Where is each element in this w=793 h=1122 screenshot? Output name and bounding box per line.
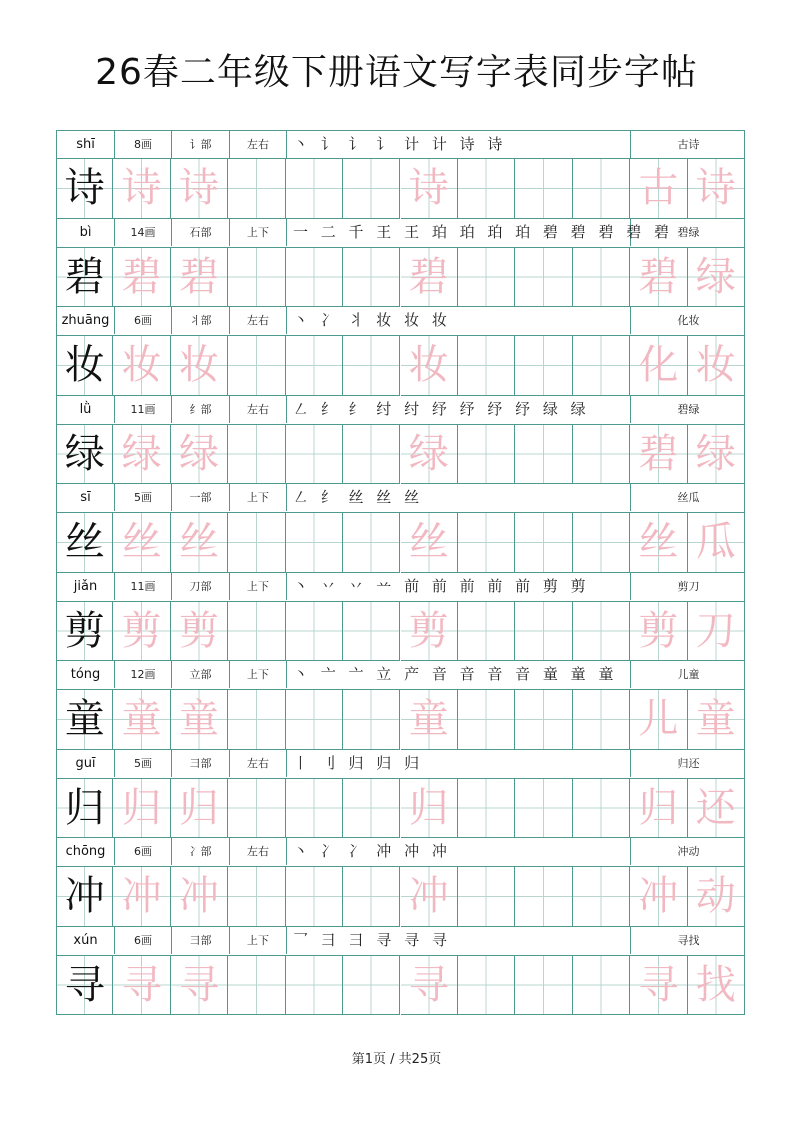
writing-boxes: [56, 248, 745, 308]
writing-box[interactable]: [458, 690, 515, 750]
writing-box[interactable]: [458, 248, 515, 308]
writing-box[interactable]: [458, 513, 515, 573]
writing-box[interactable]: [573, 425, 630, 485]
character-entry: [56, 219, 745, 308]
stroke-sequence: 丨 刂 归 归 归: [287, 750, 631, 777]
trace-word-character: 剪: [638, 607, 679, 654]
stroke-sequence: ㇜ 纟 纟 纣 纣 纾 纾 纾 纾 绿 绿: [287, 396, 631, 423]
structure-label: 左右: [230, 750, 287, 777]
info-row: [56, 396, 745, 425]
stroke-sequence: ㇜ 纟 丝 丝 丝: [287, 484, 631, 511]
writing-box[interactable]: [573, 336, 630, 396]
writing-box[interactable]: [515, 336, 572, 396]
writing-boxes: [56, 336, 745, 396]
character-entry: [56, 750, 745, 839]
info-row: [56, 219, 745, 248]
writing-box[interactable]: [458, 336, 515, 396]
trace-word-character: 绿: [695, 430, 736, 477]
writing-box[interactable]: [573, 602, 630, 662]
writing-box[interactable]: [688, 867, 745, 927]
example-word: 碧绿: [677, 225, 700, 239]
writing-box[interactable]: [171, 602, 228, 662]
writing-box[interactable]: [286, 159, 343, 219]
pinyin-label: tóng: [57, 661, 115, 688]
writing-box[interactable]: [630, 513, 687, 573]
trace-word-character: 还: [695, 784, 736, 831]
stroke-sequence: 丶 讠 讠 讠 计 计 诗 诗: [287, 131, 631, 158]
writing-box[interactable]: [171, 867, 228, 927]
writing-box[interactable]: [171, 956, 228, 1016]
writing-box[interactable]: [343, 248, 400, 308]
model-character: 童: [64, 696, 105, 742]
writing-box[interactable]: [171, 513, 228, 573]
stroke-count: 6画: [115, 307, 172, 334]
trace-character: 寻: [179, 961, 220, 1008]
radical-label: 冫部: [172, 838, 230, 865]
trace-character: 诗: [408, 165, 449, 211]
trace-character: 归: [179, 784, 220, 831]
writing-box[interactable]: [688, 779, 745, 839]
writing-box[interactable]: [630, 779, 687, 839]
writing-boxes: [56, 513, 745, 573]
writing-box[interactable]: [56, 956, 113, 1016]
writing-box[interactable]: [515, 602, 572, 662]
writing-box[interactable]: [630, 690, 687, 750]
trace-character: 绿: [179, 430, 220, 477]
writing-box[interactable]: [56, 159, 113, 219]
writing-box[interactable]: [228, 956, 285, 1016]
radical-label: 石部: [172, 219, 230, 246]
trace-character: 丝: [408, 519, 449, 565]
trace-character: 丝: [179, 519, 220, 565]
character-entry: [56, 130, 745, 219]
trace-word-character: 刀: [695, 607, 736, 654]
trace-word-character: 归: [638, 784, 679, 831]
example-word: 寻找: [677, 933, 700, 947]
writing-box[interactable]: [630, 336, 687, 396]
trace-character: 剪: [408, 607, 449, 654]
writing-box[interactable]: [458, 425, 515, 485]
writing-box[interactable]: [458, 159, 515, 219]
trace-word-character: 绿: [695, 253, 736, 300]
trace-character: 童: [121, 696, 162, 742]
trace-word-character: 丝: [638, 519, 679, 565]
trace-word-character: 碧: [638, 253, 679, 300]
writing-box[interactable]: [515, 779, 572, 839]
writing-box[interactable]: [515, 513, 572, 573]
writing-box[interactable]: [113, 513, 170, 573]
writing-box[interactable]: [688, 248, 745, 308]
page-title: 26春二年级下册语文写字表同步字帖: [95, 52, 698, 93]
writing-box[interactable]: [458, 867, 515, 927]
info-row: [56, 484, 745, 513]
trace-character: 寻: [408, 961, 449, 1008]
character-entry: [56, 484, 745, 573]
trace-character: 童: [408, 696, 449, 742]
info-row: [56, 927, 745, 956]
example-word: 剪刀: [677, 579, 700, 593]
example-word: 化妆: [677, 314, 700, 327]
trace-word-character: 寻: [638, 961, 679, 1008]
trace-word-character: 瓜: [695, 519, 736, 565]
structure-label: 左右: [230, 838, 287, 865]
writing-box[interactable]: [573, 159, 630, 219]
writing-box[interactable]: [515, 159, 572, 219]
character-entry: [56, 396, 745, 485]
structure-label: 上下: [230, 661, 287, 688]
trace-character: 诗: [179, 165, 220, 211]
writing-box[interactable]: [688, 602, 745, 662]
writing-box[interactable]: [573, 867, 630, 927]
writing-boxes: [56, 956, 745, 1016]
model-character: 寻: [64, 961, 105, 1008]
trace-word-character: 找: [695, 961, 736, 1008]
practice-grid: [56, 130, 745, 1015]
writing-box[interactable]: [56, 336, 113, 396]
stroke-sequence: 一 二 千 王 王 珀 珀 珀 珀 碧 碧 碧 碧 碧: [287, 219, 631, 246]
example-word: 儿童: [677, 668, 700, 681]
character-entry: [56, 573, 745, 662]
writing-box[interactable]: [515, 248, 572, 308]
writing-box[interactable]: [573, 779, 630, 839]
stroke-sequence: 乛 ⺕ 彐 寻 寻 寻: [287, 927, 631, 954]
character-entry: [56, 927, 745, 1016]
writing-box[interactable]: [688, 159, 745, 219]
writing-box[interactable]: [401, 602, 458, 662]
writing-box[interactable]: [286, 336, 343, 396]
trace-character: 冲: [408, 873, 449, 919]
info-row: [56, 307, 745, 336]
radical-label: 一部: [172, 484, 230, 511]
writing-box[interactable]: [228, 690, 285, 750]
trace-word-character: 妆: [695, 342, 736, 388]
example-word: 冲动: [677, 845, 700, 858]
writing-box[interactable]: [401, 867, 458, 927]
writing-box[interactable]: [286, 248, 343, 308]
structure-label: 左右: [230, 307, 287, 334]
writing-box[interactable]: [573, 513, 630, 573]
stroke-count: 6画: [115, 927, 172, 954]
writing-box[interactable]: [515, 867, 572, 927]
writing-box[interactable]: [401, 159, 458, 219]
trace-word-character: 诗: [695, 165, 736, 211]
writing-box[interactable]: [343, 336, 400, 396]
writing-box[interactable]: [228, 336, 285, 396]
writing-box[interactable]: [113, 779, 170, 839]
structure-label: 上下: [230, 573, 287, 600]
writing-box[interactable]: [343, 690, 400, 750]
structure-label: 上下: [230, 927, 287, 954]
example-word: 归还: [677, 756, 700, 770]
writing-box[interactable]: [286, 513, 343, 573]
trace-character: 诗: [121, 165, 162, 211]
stroke-count: 14画: [115, 219, 172, 246]
writing-box[interactable]: [515, 425, 572, 485]
writing-box[interactable]: [688, 956, 745, 1016]
stroke-count: 5画: [115, 750, 172, 777]
trace-character: 童: [179, 696, 220, 742]
writing-boxes: [56, 779, 745, 839]
writing-box[interactable]: [228, 425, 285, 485]
pinyin-label: guī: [57, 750, 115, 777]
writing-box[interactable]: [113, 690, 170, 750]
writing-box[interactable]: [171, 425, 228, 485]
writing-box[interactable]: [343, 159, 400, 219]
writing-box[interactable]: [56, 248, 113, 308]
writing-box[interactable]: [630, 867, 687, 927]
writing-box[interactable]: [401, 779, 458, 839]
writing-box[interactable]: [401, 690, 458, 750]
info-row: [56, 750, 745, 779]
model-character: 归: [64, 784, 105, 831]
structure-label: 上下: [230, 219, 287, 246]
writing-box[interactable]: [171, 248, 228, 308]
trace-word-character: 儿: [638, 696, 679, 742]
writing-box[interactable]: [286, 690, 343, 750]
writing-box[interactable]: [56, 602, 113, 662]
writing-box[interactable]: [688, 425, 745, 485]
writing-box[interactable]: [401, 425, 458, 485]
structure-label: 左右: [230, 131, 287, 158]
model-character: 碧: [64, 253, 105, 300]
stroke-sequence: 丶 丷 丷 䒑 前 前 前 前 前 剪 剪: [287, 573, 631, 600]
radical-label: 彐部: [172, 750, 230, 777]
structure-label: 左右: [230, 396, 287, 423]
stroke-count: 8画: [115, 131, 172, 158]
info-row: [56, 130, 745, 159]
writing-box[interactable]: [113, 602, 170, 662]
trace-word-character: 动: [695, 873, 736, 919]
stroke-count: 5画: [115, 484, 172, 511]
trace-word-character: 化: [638, 342, 679, 388]
writing-box[interactable]: [228, 513, 285, 573]
trace-character: 剪: [179, 607, 220, 654]
radical-label: 纟部: [172, 396, 230, 423]
writing-box[interactable]: [56, 867, 113, 927]
trace-character: 碧: [179, 253, 220, 300]
writing-box[interactable]: [401, 248, 458, 308]
trace-character: 碧: [121, 253, 162, 300]
writing-box[interactable]: [401, 336, 458, 396]
writing-box[interactable]: [630, 425, 687, 485]
writing-box[interactable]: [515, 956, 572, 1016]
model-character: 绿: [64, 430, 105, 477]
writing-box[interactable]: [113, 248, 170, 308]
example-word: 碧绿: [677, 402, 700, 416]
character-entry: [56, 838, 745, 927]
model-character: 冲: [64, 873, 105, 919]
writing-box[interactable]: [401, 513, 458, 573]
writing-box[interactable]: [458, 602, 515, 662]
writing-boxes: [56, 425, 745, 485]
trace-character: 妆: [179, 342, 220, 388]
writing-box[interactable]: [688, 336, 745, 396]
pinyin-label: lǜ: [57, 396, 115, 423]
writing-boxes: [56, 159, 745, 219]
trace-word-character: 冲: [638, 873, 679, 919]
writing-boxes: [56, 602, 745, 662]
trace-character: 妆: [408, 342, 449, 388]
character-entry: [56, 307, 745, 396]
pinyin-label: zhuāng: [57, 307, 115, 334]
writing-boxes: [56, 867, 745, 927]
writing-box[interactable]: [630, 248, 687, 308]
writing-box[interactable]: [56, 779, 113, 839]
writing-box[interactable]: [286, 956, 343, 1016]
trace-character: 归: [408, 784, 449, 831]
page-footer: 第1页 / 共25页: [351, 1052, 442, 1067]
stroke-sequence: 丶 冫 冫 冲 冲 冲: [287, 838, 631, 865]
trace-character: 归: [121, 784, 162, 831]
writing-box[interactable]: [171, 336, 228, 396]
radical-label: 丬部: [172, 307, 230, 334]
trace-character: 剪: [121, 607, 162, 654]
writing-box[interactable]: [286, 602, 343, 662]
writing-box[interactable]: [343, 513, 400, 573]
model-character: 丝: [64, 519, 105, 565]
radical-label: 立部: [172, 661, 230, 688]
writing-box[interactable]: [286, 425, 343, 485]
writing-box[interactable]: [113, 159, 170, 219]
radical-label: 刀部: [172, 573, 230, 600]
info-row: [56, 573, 745, 602]
writing-box[interactable]: [343, 779, 400, 839]
writing-box[interactable]: [228, 248, 285, 308]
writing-box[interactable]: [171, 159, 228, 219]
stroke-sequence: 丶 冫 丬 妆 妆 妆: [287, 307, 631, 334]
stroke-count: 6画: [115, 838, 172, 865]
trace-word-character: 童: [695, 696, 736, 742]
writing-box[interactable]: [573, 690, 630, 750]
trace-character: 丝: [121, 519, 162, 565]
stroke-sequence: 丶 亠 亠 立 产 音 音 音 音 童 童 童: [287, 661, 631, 688]
writing-box[interactable]: [458, 779, 515, 839]
writing-box[interactable]: [573, 248, 630, 308]
example-word: 古诗: [677, 138, 700, 151]
writing-box[interactable]: [458, 956, 515, 1016]
writing-box[interactable]: [573, 956, 630, 1016]
model-character: 剪: [64, 607, 105, 654]
info-row: [56, 838, 745, 867]
writing-box[interactable]: [228, 867, 285, 927]
writing-box[interactable]: [630, 956, 687, 1016]
writing-box[interactable]: [688, 690, 745, 750]
writing-box[interactable]: [113, 956, 170, 1016]
writing-box[interactable]: [113, 867, 170, 927]
writing-box[interactable]: [630, 602, 687, 662]
trace-character: 碧: [408, 253, 449, 300]
pinyin-label: shī: [57, 131, 115, 158]
pinyin-label: xún: [57, 927, 115, 954]
writing-box[interactable]: [343, 867, 400, 927]
structure-label: 上下: [230, 484, 287, 511]
writing-box[interactable]: [228, 779, 285, 839]
trace-character: 冲: [179, 873, 220, 919]
writing-box[interactable]: [113, 425, 170, 485]
writing-box[interactable]: [343, 425, 400, 485]
writing-box[interactable]: [343, 602, 400, 662]
writing-box[interactable]: [515, 690, 572, 750]
writing-box[interactable]: [286, 779, 343, 839]
trace-character: 绿: [121, 430, 162, 477]
trace-character: 妆: [121, 342, 162, 388]
writing-box[interactable]: [688, 513, 745, 573]
writing-box[interactable]: [171, 690, 228, 750]
writing-box[interactable]: [286, 867, 343, 927]
writing-box[interactable]: [228, 602, 285, 662]
writing-box[interactable]: [113, 336, 170, 396]
character-entry: [56, 661, 745, 750]
stroke-count: 11画: [115, 573, 172, 600]
writing-box[interactable]: [56, 513, 113, 573]
writing-boxes: [56, 690, 745, 750]
trace-word-character: 古: [638, 165, 679, 211]
model-character: 妆: [64, 342, 105, 388]
writing-box[interactable]: [228, 159, 285, 219]
stroke-count: 12画: [115, 661, 172, 688]
info-row: [56, 661, 745, 690]
pinyin-label: sī: [57, 484, 115, 511]
example-word: 丝瓜: [677, 491, 700, 504]
model-character: 诗: [64, 165, 105, 211]
radical-label: 讠部: [172, 131, 230, 158]
trace-word-character: 碧: [638, 430, 679, 477]
stroke-count: 11画: [115, 396, 172, 423]
writing-box[interactable]: [56, 690, 113, 750]
pinyin-label: jiǎn: [57, 573, 115, 600]
pinyin-label: chōng: [57, 838, 115, 865]
writing-box[interactable]: [630, 159, 687, 219]
writing-box[interactable]: [171, 779, 228, 839]
radical-label: 彐部: [172, 927, 230, 954]
trace-character: 冲: [121, 873, 162, 919]
writing-box[interactable]: [401, 956, 458, 1016]
trace-character: 绿: [408, 430, 449, 477]
pinyin-label: bì: [57, 219, 115, 246]
trace-character: 寻: [121, 961, 162, 1008]
writing-box[interactable]: [343, 956, 400, 1016]
writing-box[interactable]: [56, 425, 113, 485]
